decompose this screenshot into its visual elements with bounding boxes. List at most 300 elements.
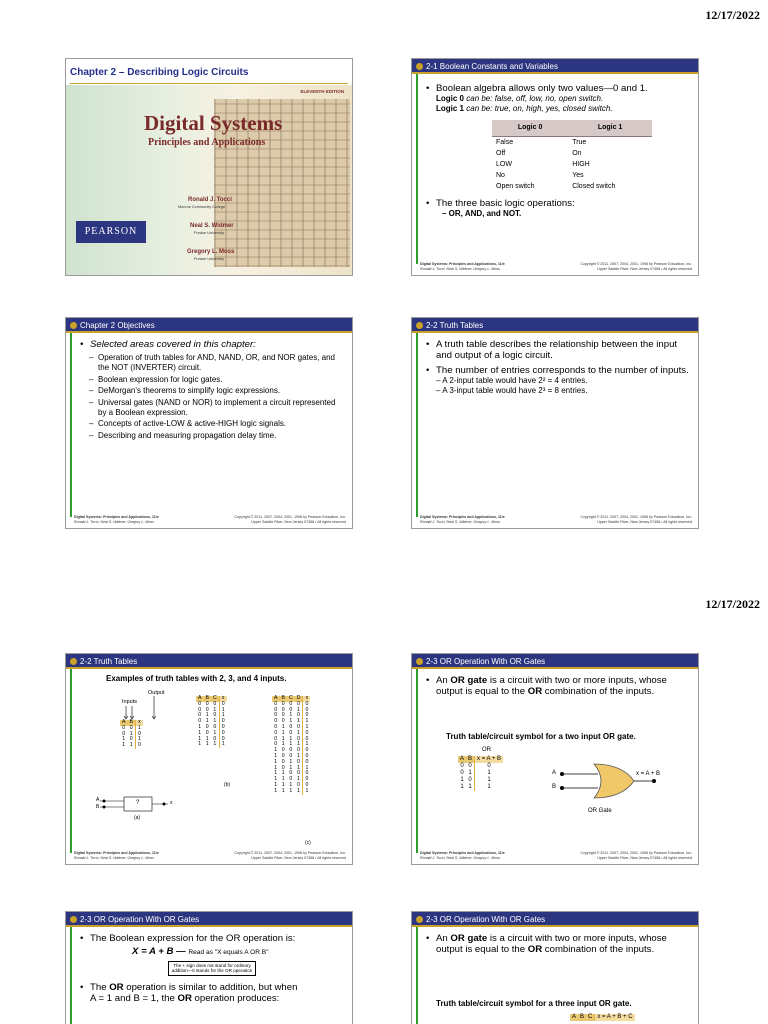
table-cell: 1: [129, 742, 133, 749]
slide-body: [426, 933, 690, 959]
a-label: A: [96, 797, 100, 803]
table-cell: 1: [198, 723, 202, 730]
objective-item: – Describing and measuring propagation delay time.: [80, 431, 344, 441]
slide-cover: [65, 58, 353, 276]
table-cell: 0: [281, 764, 285, 771]
table-cell: 1: [274, 758, 278, 765]
table-row: [120, 743, 143, 749]
page-date: 12/17/2022: [705, 8, 760, 22]
table-cell: 0: [303, 708, 310, 714]
table-cell: 1: [297, 706, 300, 713]
table-cell: Yes: [572, 171, 584, 179]
table-cell: 1: [289, 718, 293, 725]
table-cell: 0: [129, 736, 133, 743]
table-cell: 0: [205, 729, 209, 736]
table-cell: 0: [281, 758, 285, 765]
table-cell: 0: [219, 702, 226, 708]
table-cell: 0: [297, 712, 300, 719]
table-cell: 0: [303, 748, 310, 754]
author-1: Ronald J. Tocci: [188, 197, 232, 203]
table-cell: 1: [297, 718, 300, 725]
table-cell: 0: [289, 700, 293, 707]
table-cell: 1: [198, 735, 202, 742]
table-cell: 0: [135, 732, 142, 738]
slide-footer: [74, 851, 346, 861]
table-cell: 0: [289, 770, 293, 777]
slide-footer: [420, 262, 692, 272]
objective-item: – Universal gates (NAND or NOR) to implement a circuit represented by a Boolean expression.: [80, 398, 344, 418]
table-cell: 1: [281, 723, 285, 730]
table-cell: 0: [303, 760, 310, 766]
bullet-text: A truth table describes the relationship between the input and output of a logic circuit.: [436, 339, 678, 362]
t: OR: [109, 981, 124, 993]
note-box: [168, 961, 256, 976]
fr1: Copyright © 2011, 2007, 2004, 2001, 1998 by Pearson Education, Inc.: [234, 515, 346, 519]
col-header: B: [466, 756, 475, 763]
table-cell: 1: [475, 770, 504, 777]
fl2: Ronald J. Tocci, Neal S. Widmer, Gregory L. Moss: [420, 855, 500, 860]
table-cell: 0: [460, 770, 464, 776]
table-cell: 1: [122, 736, 126, 743]
col-header: D: [295, 696, 303, 702]
table-cell: 1: [468, 770, 472, 776]
fl2: Ronald J. Tocci, Neal S. Widmer, Gregory L. Moss: [420, 519, 500, 524]
table-cell: 1: [274, 781, 278, 788]
table-cell: 1: [468, 784, 472, 790]
cover-art: [66, 85, 352, 276]
truth-table-2: [120, 720, 143, 749]
fl1: Digital Systems: Principles and Applications, 11/e: [420, 262, 505, 266]
col-header: x = A + B + C: [595, 1014, 635, 1021]
table-cell: 0: [289, 723, 293, 730]
table-cell: 0: [281, 700, 285, 707]
bullet-dot-icon: [416, 916, 423, 923]
table-cell: 1: [281, 729, 285, 736]
table-cell: 0: [289, 729, 293, 736]
ops: OR, AND, and NOT.: [448, 209, 522, 219]
table-cell: 1: [289, 758, 293, 765]
sub-item: – A 2-input table would have 2² = 4 entries.: [436, 376, 588, 386]
t: OR gate: [450, 933, 488, 944]
slide-objectives: [65, 317, 353, 529]
table-cell: 1: [289, 735, 293, 742]
slide-footer: [74, 515, 346, 525]
t: combination of the inputs.: [542, 686, 655, 698]
table-cell: 0: [274, 718, 278, 725]
examples-heading: Examples of truth tables with 2, 3, and 4 inputs.: [106, 674, 287, 683]
table-cell: 0: [213, 723, 217, 730]
table-cell: 0: [219, 719, 226, 725]
fl1: Digital Systems: Principles and Applications, 11/e: [420, 851, 505, 855]
table-cell: 1: [219, 713, 226, 719]
slide-title: Chapter 2 Objectives: [80, 321, 155, 330]
t: is a circuit with two or more inputs, whose output is equal to the: [436, 933, 667, 956]
table-cell: 0: [475, 763, 504, 770]
table-cell: 1: [281, 787, 285, 794]
table-cell: 1: [289, 741, 293, 748]
table-row: [492, 148, 652, 159]
aff-2: Purdue University: [194, 231, 224, 235]
slide-footer: [420, 515, 692, 525]
col-header: A: [122, 719, 126, 725]
table-cell: 0: [122, 724, 126, 731]
t: operation is similar to addition, but when: [123, 981, 298, 993]
author-2: Neal S. Widmer: [190, 223, 234, 229]
table-cell: 1: [198, 729, 202, 736]
table-cell: 1: [213, 718, 217, 725]
table-cell: True: [572, 138, 587, 146]
gate-b: B: [552, 784, 557, 790]
table-cell: 1: [219, 708, 226, 714]
table-cell: 0: [303, 771, 310, 777]
table-cell: 0: [303, 737, 310, 743]
or-label: OR: [482, 747, 491, 753]
table-cell: 0: [303, 713, 310, 719]
table-cell: On: [572, 149, 582, 157]
objective-item: – Boolean expression for logic gates.: [80, 375, 344, 385]
t: combination of the inputs.: [542, 944, 655, 956]
bullet-dot-icon: [70, 322, 77, 329]
fr2: Upper Saddle River, New Jersey 07458 • All rights reserved: [597, 855, 692, 860]
cover-chapter: Chapter 2 – Describing Logic Circuits: [70, 67, 249, 78]
i: can be: true, on, high, yes, closed switch.: [464, 104, 613, 114]
table-cell: 1: [281, 741, 285, 748]
caption-b: (b): [224, 782, 231, 788]
table-cell: 0: [205, 706, 209, 713]
table-cell: 0: [297, 758, 300, 765]
fl2: Ronald J. Tocci, Neal S. Widmer, Gregory L. Moss: [74, 519, 154, 524]
table-cell: 0: [274, 735, 278, 742]
table-cell: 0: [297, 770, 300, 777]
table-cell: 0: [274, 723, 278, 730]
header-row: [570, 1014, 635, 1021]
bullet-text: Selected areas covered in this chapter:: [90, 339, 256, 350]
aff-3: Purdue University: [194, 257, 224, 261]
green-rule: [416, 927, 418, 1024]
green-rule: [416, 74, 418, 264]
green-rule: [70, 927, 72, 1024]
table-cell: 0: [198, 712, 202, 719]
bullet-text: Boolean algebra allows only two values—0 and 1.: [436, 83, 648, 94]
table-cell: Closed switch: [572, 182, 616, 190]
objective-item: – Operation of truth tables for AND, NAND, OR, and NOR gates, and the NOT (INVERTER) circuit.: [80, 353, 344, 373]
table-cell: 0: [468, 763, 472, 769]
objective-item: – DeMorgan's theorems to simplify logic expressions.: [80, 386, 344, 396]
logic-table: [492, 120, 652, 191]
inputs-label: Inputs: [122, 699, 137, 705]
fr2: Upper Saddle River, New Jersey 07458 • All rights reserved: [597, 266, 692, 271]
table-cell: 0: [289, 776, 293, 783]
table-cell: 1: [297, 776, 300, 783]
table-cell: 1: [281, 770, 285, 777]
slide-footer: [420, 851, 692, 861]
table-cell: LOW: [496, 160, 512, 168]
t: OR gate: [450, 675, 488, 686]
bullet-dot-icon: [70, 916, 77, 923]
page-date: 12/17/2022: [705, 597, 760, 611]
slide-title: 2-2 Truth Tables: [80, 657, 138, 666]
b-label: B: [96, 804, 100, 810]
table-cell: 0: [219, 737, 226, 743]
fl1: Digital Systems: Principles and Applications, 11/e: [74, 515, 159, 519]
table-cell: 1: [274, 764, 278, 771]
table-cell: 1: [297, 729, 300, 736]
table-cell: 0: [297, 723, 300, 730]
fr1: Copyright © 2011, 2007, 2004, 2001, 1998 by Pearson Education, Inc.: [580, 515, 692, 519]
table-cell: 1: [303, 742, 310, 748]
cover-subtitle: Principles and Applications: [148, 137, 266, 148]
table-cell: 1: [297, 752, 300, 759]
b: Logic 0: [436, 94, 465, 104]
col-header: A: [198, 695, 202, 701]
gate-expr: x = A + B: [636, 771, 661, 777]
slide-title: 2-2 Truth Tables: [426, 321, 484, 330]
table-cell: 1: [289, 764, 293, 771]
table-cell: 1: [213, 741, 217, 748]
table-cell: 0: [303, 777, 310, 783]
fr1: Copyright © 2011, 2007, 2004, 2001, 1998 by Pearson Education, Inc.: [580, 262, 692, 266]
bullet-dot-icon: [416, 322, 423, 329]
t: A = 1 and B = 1, the: [90, 993, 178, 1005]
table-cell: 1: [219, 742, 226, 748]
col-header: C: [586, 1014, 595, 1021]
gate-heading: Truth table/circuit symbol for a two input OR gate.: [446, 732, 636, 741]
i: can be: false, off, low, no, open switch.: [464, 94, 604, 104]
table-cell: 1: [303, 719, 310, 725]
slide-body: [80, 933, 344, 1007]
slide-truth-table-examples: [65, 653, 353, 865]
caption-c: (c): [305, 840, 311, 846]
aff-1: Monroe Community College: [178, 205, 226, 209]
objective-item: – Concepts of active-LOW & active-HIGH logic signals.: [80, 419, 344, 429]
slide-or-gate-2input: [411, 653, 699, 865]
table-cell: 0: [205, 700, 209, 707]
fr1: Copyright © 2011, 2007, 2004, 2001, 1998 by Pearson Education, Inc.: [580, 851, 692, 855]
col-header: x = A + B: [475, 756, 504, 763]
col-header: x: [219, 696, 226, 702]
fl1: Digital Systems: Principles and Applications, 11/e: [74, 851, 159, 855]
table-cell: 0: [297, 747, 300, 754]
table-cell: 1: [205, 741, 209, 748]
t: An: [436, 675, 451, 686]
fl2: Ronald J. Tocci, Neal S. Widmer, Gregory L. Moss: [420, 266, 500, 271]
table-cell: 1: [213, 729, 217, 736]
t: OR: [177, 993, 192, 1005]
edition: ELEVENTH EDITION: [300, 89, 344, 94]
table-row: [492, 170, 652, 181]
t: An: [436, 933, 451, 944]
col-header: A: [274, 695, 278, 701]
or3-truth-table-header: [570, 1014, 635, 1021]
table-cell: 0: [274, 729, 278, 736]
fl1: Digital Systems: Principles and Applications, 11/e: [420, 515, 505, 519]
slide-or-expression: [65, 911, 353, 1024]
table-cell: 0: [219, 731, 226, 737]
cover-rule: [70, 83, 348, 84]
table-cell: 0: [198, 718, 202, 725]
col-header: B: [127, 720, 135, 726]
note2: addition—it stands for the OR operation: [171, 968, 253, 974]
table-cell: HIGH: [572, 160, 590, 168]
table-cell: 1: [281, 781, 285, 788]
or-expression: X = A + B —: [132, 946, 186, 958]
truth-table-3: [196, 696, 227, 748]
table-row: [492, 159, 652, 170]
table-cell: 0: [274, 741, 278, 748]
table-cell: 1: [297, 741, 300, 748]
t: OR: [527, 686, 543, 698]
col-header: A: [572, 1014, 577, 1020]
slide-title: 2-3 OR Operation With OR Gates: [426, 657, 546, 666]
table-cell: 1: [274, 747, 278, 754]
bullet-text: The three basic logic operations:: [436, 197, 575, 209]
table-cell: 0: [213, 700, 217, 707]
x-label: x: [170, 800, 173, 806]
table-cell: Off: [496, 149, 506, 157]
table-cell: 0: [219, 725, 226, 731]
table-cell: 1: [289, 712, 293, 719]
table-cell: 0: [297, 700, 300, 707]
table-cell: 1: [460, 777, 464, 783]
table-cell: 0: [289, 747, 293, 754]
slide-body: [80, 339, 344, 442]
col-header: x: [303, 696, 310, 702]
t: is a circuit with two or more inputs, whose output is equal to the: [436, 675, 667, 698]
fr2: Upper Saddle River, New Jersey 07458 • All rights reserved: [251, 855, 346, 860]
read-as: Read as "X equals A OR B": [188, 949, 269, 957]
slide-boolean-constants: [411, 58, 699, 276]
gate-name: OR Gate: [588, 808, 612, 814]
table-cell: 0: [460, 763, 464, 769]
table-cell: 1: [274, 787, 278, 794]
table-cell: 1: [213, 706, 217, 713]
table-cell: 1: [198, 741, 202, 748]
table-cell: 1: [135, 726, 142, 732]
table-cell: 1: [274, 752, 278, 759]
table-cell: 0: [205, 723, 209, 730]
table-cell: 0: [281, 747, 285, 754]
table-cell: 0: [297, 781, 300, 788]
gate-heading: Truth table/circuit symbol for a three input OR gate.: [436, 999, 632, 1008]
t: The: [90, 981, 110, 993]
table-cell: 0: [213, 735, 217, 742]
table-cell: 1: [297, 787, 300, 794]
table-row: [492, 136, 652, 148]
or-gate-icon: [412, 654, 699, 865]
pearson-logo: PEARSON: [76, 221, 146, 243]
col-header: B: [281, 695, 285, 701]
table-cell: 0: [274, 706, 278, 713]
table-cell: Open switch: [496, 182, 535, 190]
fl2: Ronald J. Tocci, Neal S. Widmer, Gregory L. Moss: [74, 855, 154, 860]
fr2: Upper Saddle River, New Jersey 07458 • All rights reserved: [597, 519, 692, 524]
col-header: C: [288, 695, 293, 701]
unknown-box: ?: [136, 800, 140, 806]
col-header: B: [580, 1014, 585, 1020]
table-cell: 0: [129, 724, 133, 731]
slide-title: 2-3 OR Operation With OR Gates: [426, 915, 546, 924]
col-header: Logic 1: [568, 120, 652, 136]
fr2: Upper Saddle River, New Jersey 07458 • All rights reserved: [251, 519, 346, 524]
table-cell: 1: [205, 712, 209, 719]
table-cell: 1: [303, 725, 310, 731]
table-cell: 1: [289, 787, 293, 794]
table-cell: 0: [274, 700, 278, 707]
truth-table-4: [272, 696, 310, 795]
table-cell: 1: [297, 764, 300, 771]
author-3: Gregory L. Moss: [187, 249, 235, 255]
slide-body: • Boolean algebra allows only two values—0 and 1. Logic 0 can be: false, off, low, no, open switch. Logic 1 can be: true, on, high, yes, closed switch. Logic 0 Logic 1 False True Off On LOW HIGH No Yes Open switch Closed switch • The three basic logic operations: – OR, AND, and NOT.: [426, 83, 690, 222]
table-cell: 1: [281, 776, 285, 783]
slide-title: 2-3 OR Operation With OR Gates: [80, 915, 200, 924]
col-header: A: [460, 756, 465, 762]
table-cell: 0: [281, 712, 285, 719]
table-cell: 0: [281, 718, 285, 725]
table-cell: 1: [205, 735, 209, 742]
sub-item: – A 3-input table would have 2³ = 8 entries.: [436, 386, 588, 396]
t: OR: [527, 944, 543, 956]
table-cell: 0: [135, 743, 142, 749]
output-label: Output: [148, 690, 165, 696]
t: operation produces:: [191, 993, 280, 1005]
bullet-text: The Boolean expression for the OR operation is:: [90, 933, 296, 944]
green-rule: [70, 333, 72, 517]
table-cell: 1: [281, 735, 285, 742]
table-row: [492, 181, 652, 192]
table-cell: 0: [303, 702, 310, 708]
bullet-dot-icon: [416, 63, 423, 70]
table-cell: 1: [289, 781, 293, 788]
table-cell: 0: [198, 700, 202, 707]
table-cell: 0: [213, 712, 217, 719]
col-header: B: [205, 695, 209, 701]
slide-truth-tables-intro: [411, 317, 699, 529]
b: Logic 1: [436, 104, 465, 114]
table-cell: 0: [274, 712, 278, 719]
table-cell: 1: [475, 777, 504, 784]
green-rule: [416, 333, 418, 517]
col-header: C: [211, 696, 219, 702]
table-cell: 1: [135, 737, 142, 743]
table-cell: 0: [281, 706, 285, 713]
table-cell: No: [496, 171, 505, 179]
table-cell: 0: [289, 752, 293, 759]
caption-a: (a): [134, 815, 141, 821]
col-header: Logic 0: [492, 120, 568, 136]
table-cell: 1: [205, 718, 209, 725]
table-cell: 0: [281, 752, 285, 759]
table-cell: 1: [274, 770, 278, 777]
slide-body: [426, 339, 690, 399]
note1: The + sign does not stand for ordinary: [173, 962, 251, 968]
bullet-text: The number of entries corresponds to the number of inputs.: [436, 364, 689, 376]
table-cell: 0: [468, 777, 472, 783]
slide-or-gate-3input: [411, 911, 699, 1024]
table-cell: 1: [129, 730, 133, 737]
table-cell: 0: [289, 706, 293, 713]
table-cell: 1: [303, 766, 310, 772]
table-cell: 1: [475, 784, 504, 791]
table-cell: 0: [198, 706, 202, 713]
table-cell: 0: [303, 754, 310, 760]
table-cell: 0: [303, 783, 310, 789]
col-header: x: [135, 720, 142, 726]
cover-title: Digital Systems: [144, 111, 283, 135]
table-cell: 0: [297, 735, 300, 742]
table-cell: 0: [122, 730, 126, 737]
table-row: [196, 742, 227, 748]
fr1: Copyright © 2011, 2007, 2004, 2001, 1998 by Pearson Education, Inc.: [234, 851, 346, 855]
